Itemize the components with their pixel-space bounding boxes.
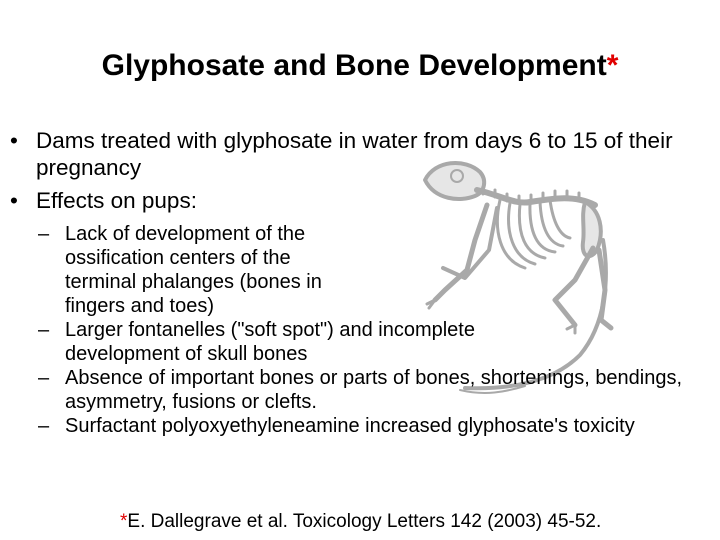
footnote-text: E. Dallegrave et al. Toxicology Letters 142 (2003) 45-52. [127,511,602,532]
sub-bullet-surfactant: – Surfactant polyoxyethyleneamine increased glyphosate's toxicity [38,414,685,438]
citation-footnote [120,510,601,534]
title-asterisk: * [606,49,619,82]
footnote-asterisk: * [120,511,128,532]
title-text: Glyphosate and Bone Development [101,49,607,82]
slide-body [10,127,710,438]
sub-bullet-fontanelles: – Larger fontanelles ("soft spot") and incomplete development of skull bones [38,318,565,366]
slide-title [0,46,720,86]
sub-bullet-bone-absence: – Absence of important bones or parts of bones, shortenings, bendings, asymmetry, fusions or clefts. [38,366,705,414]
sub-bullet-phalanges: – Lack of development of the ossification centers of the terminal phalanges (bones in fingers and toes) [38,222,365,318]
bullet-treatment: • Dams treated with glyphosate in water from days 6 to 15 of their pregnancy [10,127,710,181]
bullet-effects: • Effects on pups: [10,187,710,214]
